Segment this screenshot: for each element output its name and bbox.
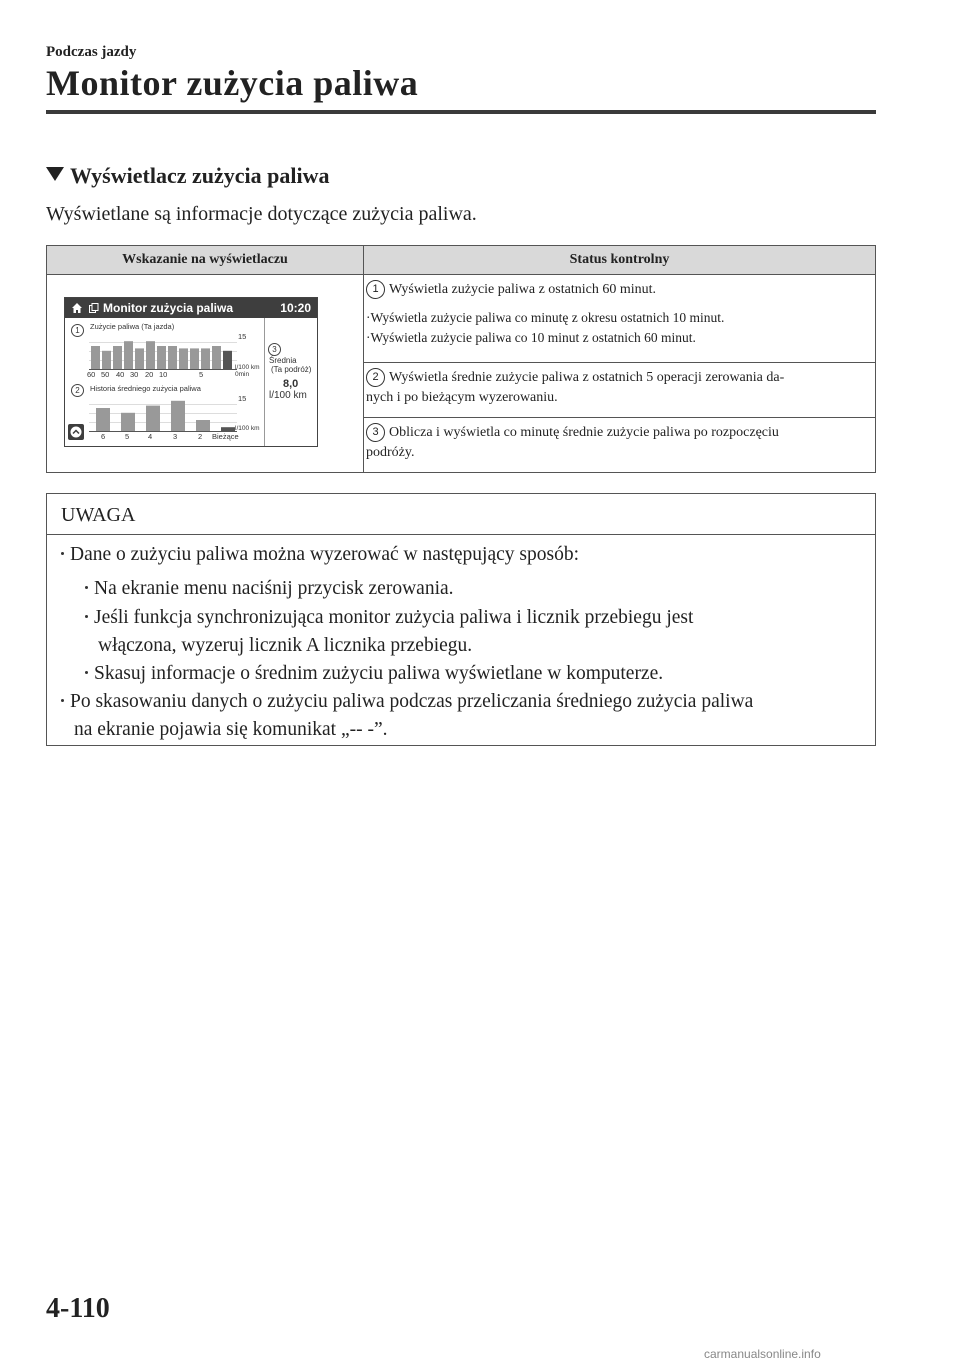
chart-bar — [96, 408, 110, 432]
chart1-label: Zużycie paliwa (Ta jazda) — [90, 322, 175, 331]
chart1-unit: l/100 km — [235, 364, 260, 371]
marker-2: 2 — [71, 384, 84, 397]
intro-text: Wyświetlane są informacje dotyczące zużycia paliwa. — [46, 203, 477, 225]
average-unit: l/100 km — [269, 390, 307, 401]
home-icon — [71, 302, 83, 314]
chevron-up-icon — [68, 424, 84, 440]
note-header — [47, 494, 875, 535]
row-separator — [364, 362, 875, 363]
row-separator — [364, 417, 875, 418]
tick-label: 50 — [101, 370, 110, 379]
note-title: UWAGA — [61, 504, 136, 526]
chart-bar — [168, 346, 177, 370]
note-box — [46, 493, 876, 746]
tick-label: 10 — [159, 370, 168, 379]
title-rule — [46, 110, 876, 114]
page-title: Monitor zużycia paliwa — [46, 63, 419, 103]
chart2-ymax: 15 — [238, 394, 247, 403]
col-header-status: Status kontrolny — [569, 252, 670, 267]
note-sub-bullet-b: Jeśli funkcja synchronizująca monitor zużycia paliwa i licznik przebiegu jest — [85, 607, 693, 629]
chart-bar — [223, 351, 232, 370]
collapse-button[interactable] — [68, 424, 84, 440]
screen-title-bar — [65, 298, 317, 318]
row-number: 2 — [366, 368, 385, 387]
tick-label: 5 — [199, 370, 204, 379]
tick-label: 40 — [116, 370, 125, 379]
screen-title: Monitor zużycia paliwa — [103, 301, 234, 315]
tick-label: 30 — [130, 370, 139, 379]
average-value: 8,0 — [283, 378, 299, 390]
row-sub-1: Wyświetla zużycie paliwa co minutę z okresu ostatnich 10 minut. — [370, 310, 725, 325]
chart-bar — [190, 348, 199, 370]
table-row-2 — [364, 368, 875, 408]
row-number: 1 — [366, 280, 385, 299]
chart-bar — [196, 420, 210, 432]
tick-label: 20 — [145, 370, 154, 379]
copy-icon — [89, 303, 99, 313]
row-text: Wyświetla średnie zużycie paliwa z ostatnich 5 operacji zerowania da- — [389, 370, 785, 385]
chart1-min: 0min — [235, 371, 250, 378]
chart-bar — [157, 346, 166, 370]
chart-bar — [113, 346, 122, 370]
chart-bar — [171, 401, 185, 432]
subsection-title: Wyświetlacz zużycia paliwa — [70, 163, 330, 188]
screen-divider — [264, 318, 265, 446]
average-label: Średnia — [269, 356, 297, 365]
table-header — [47, 246, 875, 275]
watermark: carmanualsonline.info — [704, 1347, 821, 1361]
chart-bar — [102, 351, 111, 370]
note-sub-bullet-b-cont: włączona, wyzeruj licznik A licznika przebiegu. — [98, 635, 473, 656]
row-sub-2: Wyświetla zużycie paliwa co 10 minut z ostatnich 60 minut. — [370, 330, 696, 345]
tick-label: Bieżące — [212, 432, 239, 441]
note-sub-bullet-c: Skasuj informacje o średnim zużyciu paliwa wyświetlane w komputerze. — [85, 663, 663, 685]
page-number: 4-110 — [46, 1293, 110, 1324]
row-text: Oblicza i wyświetla co minutę średnie zużycie paliwa po rozpoczęciu — [389, 425, 779, 440]
marker-3: 3 — [268, 343, 281, 356]
chart-bar — [135, 348, 144, 370]
row-text-cont: nych i po bieżącym wyzerowaniu. — [366, 390, 558, 405]
row-text-cont: podróży. — [366, 445, 415, 460]
chart-bar — [124, 341, 133, 370]
tick-label: 5 — [125, 432, 130, 441]
tick-label: 4 — [148, 432, 153, 441]
tick-label: 6 — [101, 432, 106, 441]
chart-bar — [146, 406, 160, 432]
chart-bar — [212, 346, 221, 370]
chart2-label: Historia średniego zużycia paliwa — [90, 384, 201, 393]
chart-bar — [91, 346, 100, 370]
col-header-display: Wskazanie na wyświetlaczu — [122, 252, 288, 267]
triangle-icon — [46, 167, 64, 181]
note-bullet-2-cont: na ekranie pojawia się komunikat „-- -”. — [74, 719, 388, 740]
marker-1: 1 — [71, 324, 84, 337]
chart2-unit: l/100 km — [235, 425, 260, 432]
chart1-plot — [89, 334, 237, 370]
row-number: 3 — [366, 423, 385, 442]
note-bullet-2: Po skasowaniu danych o zużyciu paliwa podczas przeliczania średniego zużycia paliwa — [61, 691, 753, 713]
chart-bar — [201, 348, 210, 370]
tick-label: 2 — [198, 432, 203, 441]
table-row-1: 1 Wyświetla zużycie paliwa z ostatnich 60 minut. ·Wyświetla zużycie paliwa co minutę z okresu ostatnich 10 minut. ·Wyświetla zużycie paliwa co 10 minut z ostatnich 60 minut. — [366, 282, 725, 345]
note-bullet-1: Dane o zużyciu paliwa można wyzerować w następujący sposób: — [61, 544, 579, 566]
screen-clock: 10:20 — [280, 301, 311, 315]
table-row-3 — [364, 423, 875, 463]
tick-label: 60 — [87, 370, 96, 379]
chart1-ymax: 15 — [238, 332, 247, 341]
tick-label: 3 — [173, 432, 178, 441]
row-text: Wyświetla zużycie paliwa z ostatnich 60 minut. — [389, 282, 657, 297]
display-illustration — [64, 297, 318, 447]
section-label: Podczas jazdy — [46, 44, 137, 60]
average-sublabel: (Ta podróż) — [271, 365, 312, 374]
subsection-heading — [46, 163, 329, 189]
chart-bar — [121, 413, 135, 432]
chart-bar — [146, 341, 155, 370]
note-sub-bullet-a: Na ekranie menu naciśnij przycisk zerowania. — [85, 578, 454, 600]
chart-bar — [179, 348, 188, 370]
chart2-plot — [89, 396, 237, 432]
